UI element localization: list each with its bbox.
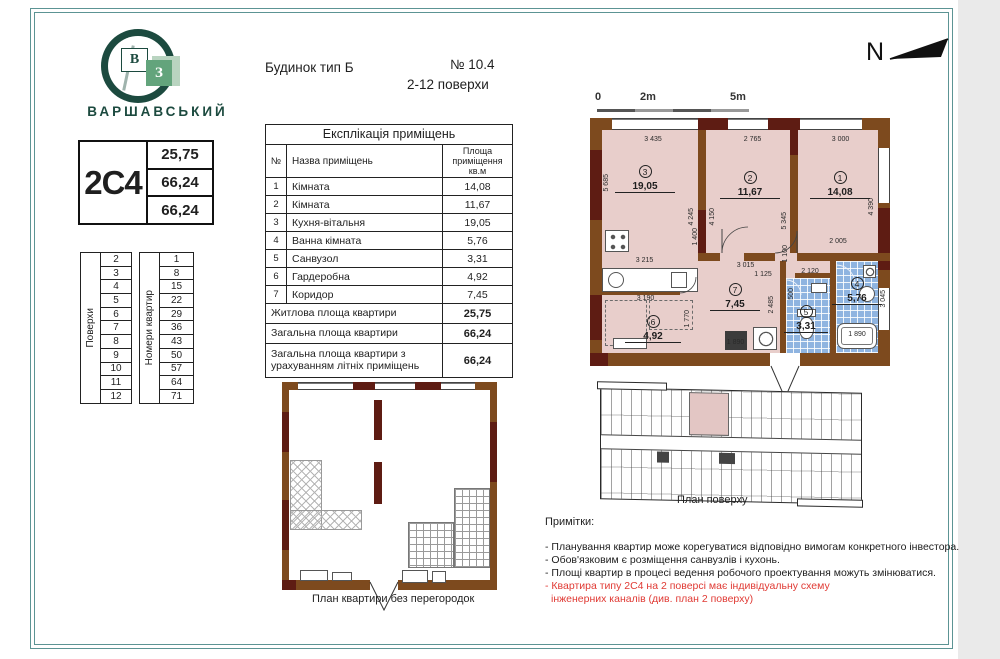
note-item-red: - Квартира типу 2С4 на 2 поверсі має індивідуальну схему	[545, 580, 830, 592]
row-no: 3	[266, 214, 287, 231]
numbers-column	[160, 253, 193, 403]
main-floor-plan	[585, 90, 897, 425]
apartment-number-cell: 8	[160, 267, 193, 281]
dim-label: 1 890	[848, 331, 866, 338]
logo-flag-letter: В	[121, 48, 148, 72]
brand-name: ВАРШАВСЬКИЙ	[87, 104, 228, 119]
total-area-summer-value: 66,24	[148, 195, 212, 223]
dim-label: 4 150	[709, 208, 716, 226]
apartment-numbers-group	[139, 252, 194, 404]
table-row	[266, 250, 512, 268]
row-area: 3,31	[467, 252, 488, 265]
floors-label-cell	[81, 253, 101, 403]
summary-row-total	[266, 324, 512, 344]
no-partitions-caption: План квартири без перегородок	[312, 593, 475, 605]
row-name: Ванна кімната	[287, 232, 443, 249]
row-no: 2	[266, 196, 287, 213]
row-name: Коридор	[287, 286, 443, 303]
floor-cell: 8	[101, 335, 131, 349]
apartment-number-cell: 43	[160, 335, 193, 349]
floor-cell: 9	[101, 349, 131, 363]
wall-stub	[374, 400, 382, 440]
dim-label: 3 000	[831, 136, 850, 143]
summary-value: 25,75	[463, 307, 492, 320]
room-area: 14,08	[810, 187, 870, 199]
numbers-label: Номери квартир	[144, 290, 155, 366]
total-area-value: 66,24	[148, 168, 212, 196]
summary-value: 66,24	[463, 327, 492, 340]
apartment-card	[78, 140, 214, 225]
dim-label: 3 015	[736, 262, 755, 269]
wall-pier	[282, 412, 289, 452]
dim-label: 4 245	[688, 208, 695, 226]
wall-stub	[374, 462, 382, 504]
scale-zero: 0	[595, 91, 602, 103]
dim-label: 2 765	[743, 136, 762, 143]
dim-label: 3 215	[635, 257, 654, 264]
scale-2m: 2m	[640, 91, 656, 103]
dim-label: 1 400	[692, 228, 699, 246]
floor-cell: 2	[101, 253, 131, 267]
fixture	[300, 570, 328, 581]
apartment-number-cell: 15	[160, 280, 193, 294]
apartment-number-cell: 1	[160, 253, 193, 267]
window	[441, 382, 475, 390]
summary-row-total-summer	[266, 344, 512, 377]
summary-value: 66,24	[463, 354, 492, 367]
overview-protrusion	[797, 498, 863, 507]
row-area: 11,67	[464, 198, 491, 211]
table-row	[266, 232, 512, 250]
dim-label: 2 485	[768, 296, 775, 314]
building-type-title: Будинок тип Б	[265, 60, 354, 75]
floor-cell: 3	[101, 267, 131, 281]
apartment-number-cell: 71	[170, 390, 183, 402]
apartment-number-cell: 22	[160, 294, 193, 308]
window	[375, 382, 415, 390]
table-row	[266, 268, 512, 286]
row-area: 19,05	[464, 216, 491, 229]
table-row	[266, 196, 512, 214]
row-name: Гардеробна	[287, 268, 443, 285]
room-label-4	[832, 274, 882, 305]
floor-cell: 4	[101, 280, 131, 294]
room-label-5	[784, 302, 828, 333]
highlighted-apartment	[689, 392, 729, 436]
dim-label: 1 770	[684, 310, 691, 328]
room-label-7	[710, 280, 760, 311]
hatched-zone	[290, 510, 362, 530]
wall-pier	[490, 422, 497, 482]
apartment-number-cell: 64	[160, 376, 193, 390]
logo-square-letter: З	[146, 60, 172, 86]
room-area: 3,31	[784, 321, 828, 333]
row-no: 4	[266, 232, 287, 249]
dim-label: 5 685	[603, 174, 610, 192]
explication-title: Експлікація приміщень	[266, 125, 512, 145]
summary-row-living	[266, 304, 512, 324]
apartment-areas	[146, 142, 212, 223]
row-name: Кімната	[287, 196, 443, 213]
dim-label: 3 045	[880, 290, 887, 308]
room-number: 4	[851, 277, 864, 290]
room-area: 19,05	[615, 181, 675, 193]
apartment-number-cell: 57	[160, 363, 193, 377]
fixture	[432, 571, 446, 583]
table-row	[266, 178, 512, 196]
wall-pier	[415, 382, 441, 390]
apartment-type: 2C4	[84, 163, 142, 201]
room-number: 6	[647, 315, 660, 328]
dim-label: 2 005	[829, 238, 847, 245]
note-item: - Обов'язковим є розміщення санвузлів і кухонь.	[545, 554, 780, 566]
row-no: 6	[266, 268, 287, 285]
room-number: 3	[639, 165, 652, 178]
wall-right	[490, 390, 497, 580]
wall-pier	[353, 382, 375, 390]
room-area: 4,92	[625, 331, 681, 343]
note-item-red: інженерних каналів (див. план 2 поверху)	[551, 593, 754, 605]
floor-cell: 10	[101, 363, 131, 377]
dim-label: 3 435	[644, 136, 662, 143]
summary-label: Загальна площа квартири з урахуванням літніх приміщень	[266, 344, 443, 377]
dim-label: 2 120	[801, 268, 819, 275]
grid-zone	[408, 522, 454, 568]
room-area: 7,45	[710, 299, 760, 311]
room-label-3	[615, 162, 675, 193]
room-label-2	[720, 168, 780, 199]
dim-label: 1 125	[754, 271, 772, 278]
row-area: 14,08	[464, 180, 491, 193]
explication-table	[265, 124, 513, 378]
room-number: 7	[729, 283, 742, 296]
north-arrow-icon	[888, 33, 952, 65]
row-name: Санвузол	[287, 250, 443, 267]
north-label: N	[866, 38, 885, 66]
table-row	[266, 286, 512, 304]
floor-cell: 11	[101, 376, 131, 390]
room-number: 2	[744, 171, 757, 184]
room-area: 5,76	[832, 293, 882, 305]
room-number: 1	[834, 171, 847, 184]
summary-label: Житлова площа квартири	[266, 304, 443, 323]
floor-cell: 5	[101, 294, 131, 308]
apartment-number-cell: 36	[160, 321, 193, 335]
overview-protrusion	[597, 381, 667, 390]
dim-label: 500	[788, 288, 795, 300]
no-partitions-plan	[282, 382, 497, 592]
page-edge-strip	[958, 0, 1000, 659]
room-number: 5	[800, 305, 813, 318]
section-number: № 10.4	[450, 57, 495, 72]
grid-zone	[454, 488, 490, 568]
summary-label: Загальна площа квартири	[266, 324, 443, 343]
room-label-6	[625, 312, 681, 343]
elevator-core	[719, 453, 735, 464]
row-area: 4,92	[467, 270, 488, 283]
explication-header-row	[266, 145, 512, 178]
dim-label: 1 890	[726, 339, 745, 346]
elevator-core	[657, 451, 669, 462]
col-header-no: №	[266, 145, 287, 177]
table-row	[266, 214, 512, 232]
row-no: 5	[266, 250, 287, 267]
wall	[282, 382, 298, 390]
row-no: 7	[266, 286, 287, 303]
row-name: Кімната	[287, 178, 443, 195]
wall-pier	[282, 500, 289, 550]
row-area: 5,76	[467, 234, 488, 247]
floors-column	[101, 253, 131, 403]
note-item: - Площі квартир в процесі ведення робочого проектування можуть змінюватися.	[545, 567, 936, 579]
note-item: - Планування квартир може корегуватися відповідно вимогам конкретного інвестора.	[545, 541, 960, 553]
floors-label: Поверхи	[85, 308, 96, 348]
apartment-number-cell: 29	[160, 308, 193, 322]
floor-cell: 7	[101, 321, 131, 335]
scale-5m: 5m	[730, 91, 746, 103]
wall-pier	[282, 580, 296, 590]
col-header-name: Назва приміщень	[287, 145, 443, 177]
notes-title: Примітки:	[545, 516, 595, 528]
living-area-value: 25,75	[161, 146, 199, 164]
row-no: 1	[266, 178, 287, 195]
col-header-area: Площа приміщення кв.м	[452, 146, 503, 176]
dim-label: 3 190	[636, 295, 655, 302]
numbers-label-cell	[140, 253, 160, 403]
room-label-1	[810, 168, 870, 199]
dim-label: 4 390	[868, 198, 875, 216]
floors-range: 2-12 поверхи	[407, 77, 489, 92]
apartment-number-cell: 50	[160, 349, 193, 363]
fixture	[332, 572, 352, 581]
floor-cell: 12	[110, 390, 122, 402]
floors-numbers-table	[80, 252, 194, 404]
dim-label: 5 345	[781, 212, 788, 230]
row-area: 7,45	[467, 288, 488, 301]
floor-overview-diagram	[600, 387, 862, 504]
row-name: Кухня-вітальня	[287, 214, 443, 231]
floors-group	[80, 252, 132, 404]
overview-corridor	[601, 434, 861, 454]
dim-label: 1 100	[782, 245, 789, 263]
window	[298, 382, 353, 390]
floor-cell: 6	[101, 308, 131, 322]
floor-plan-caption: План поверху	[677, 494, 748, 506]
room-area: 11,67	[720, 187, 780, 199]
wall	[475, 382, 497, 390]
